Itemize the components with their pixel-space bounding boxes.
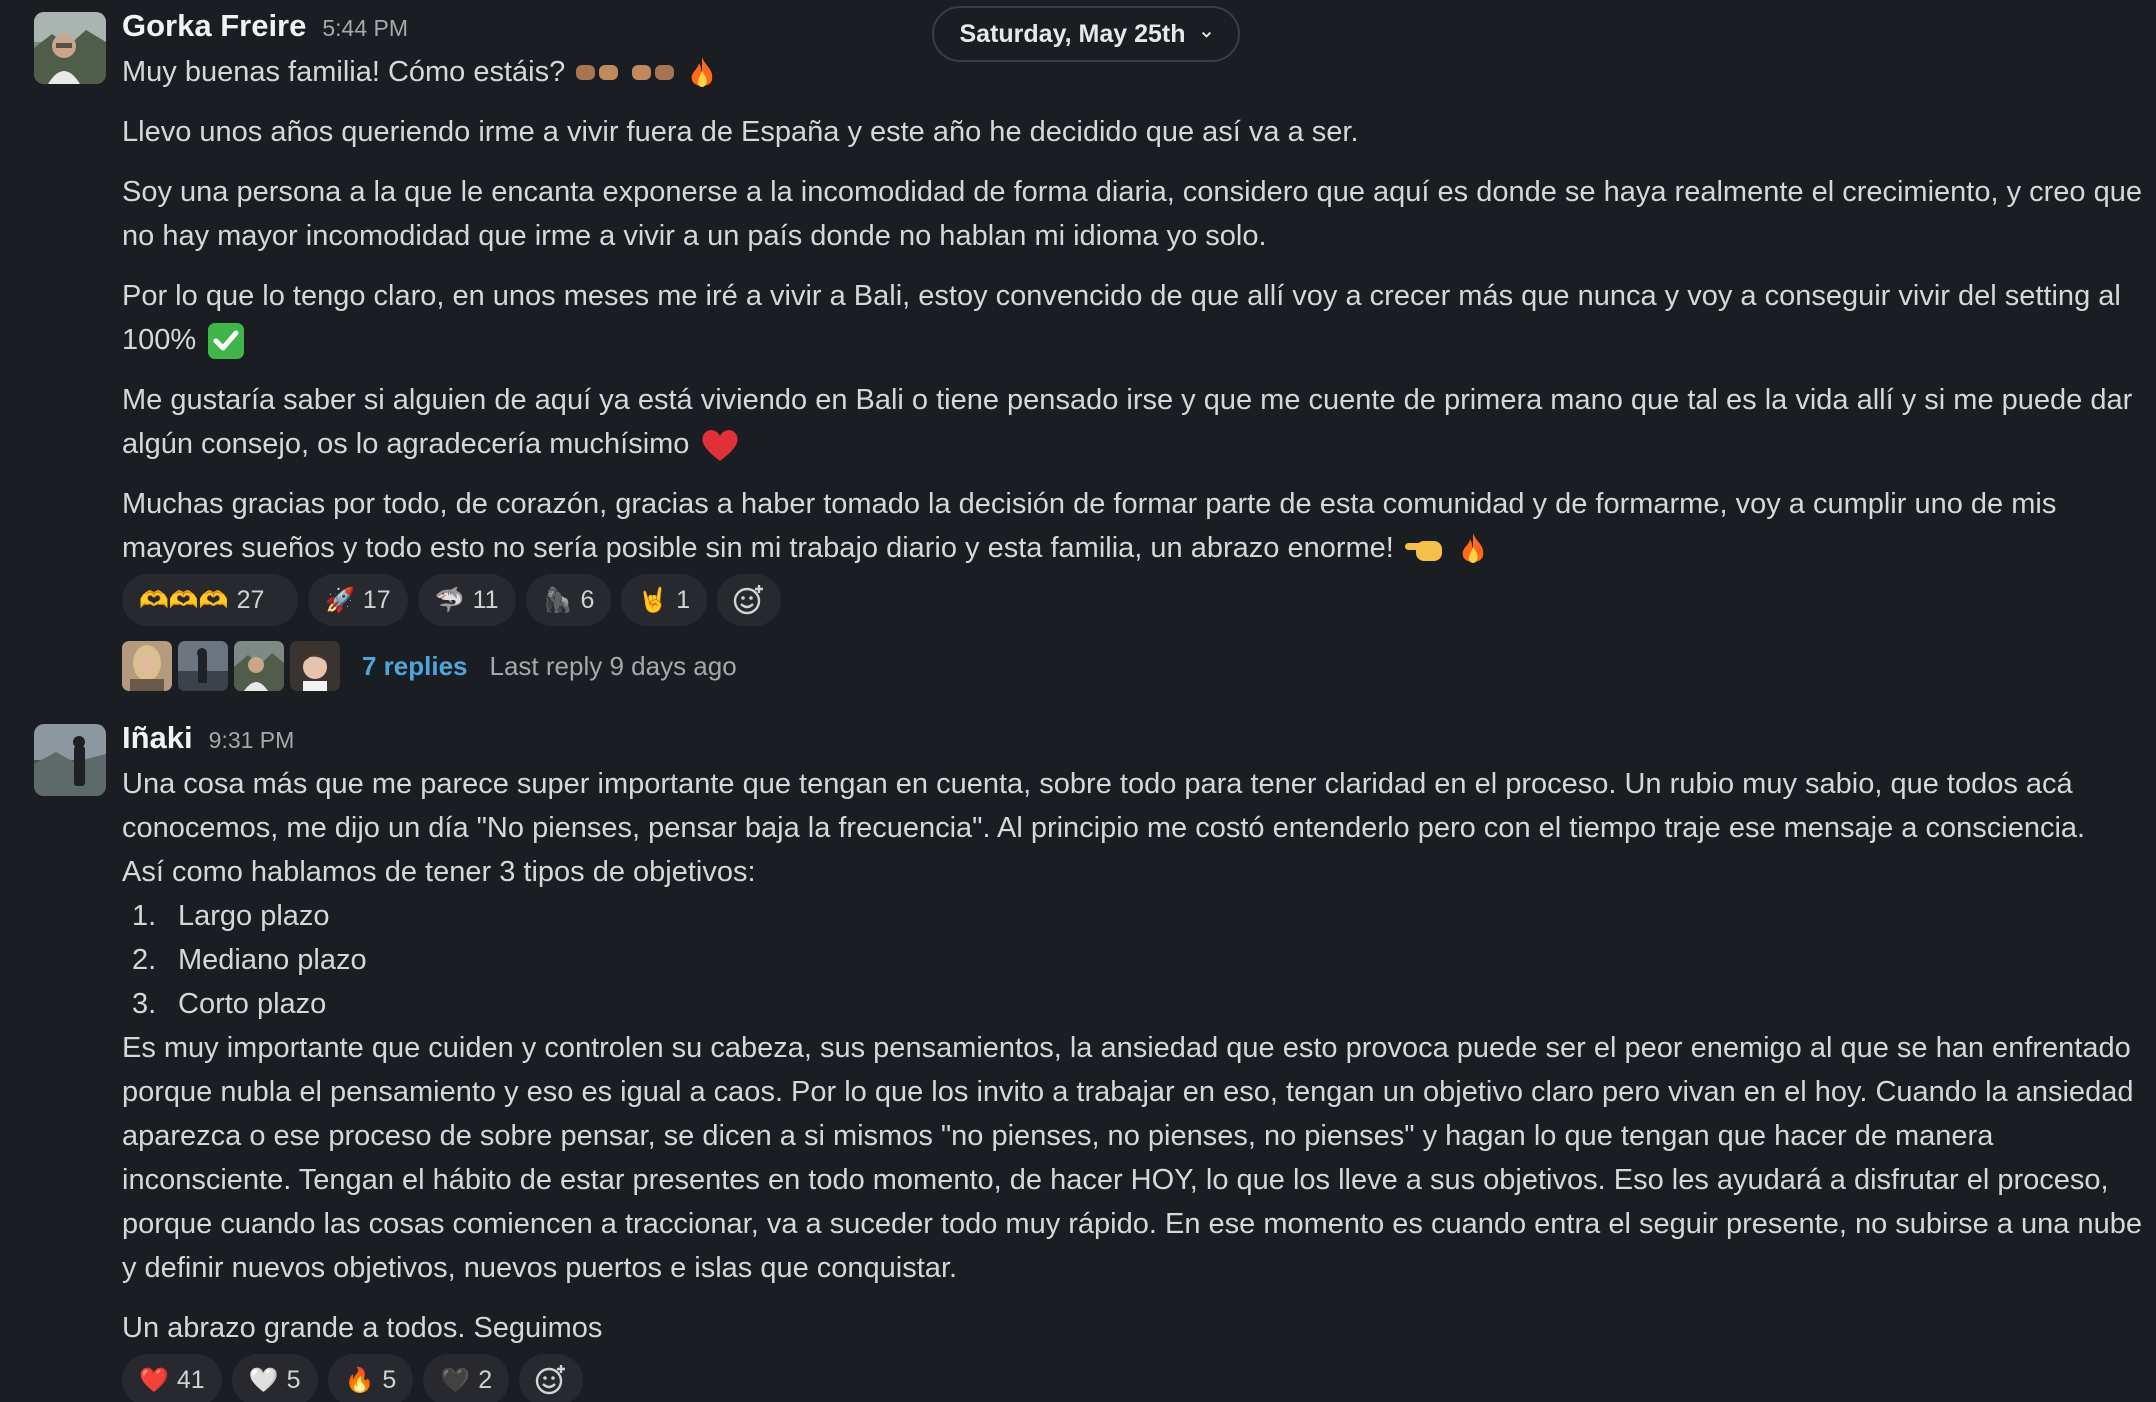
reaction-count: 1 xyxy=(676,585,691,614)
fire-icon xyxy=(687,55,717,91)
message-text: Un abrazo grande a todos. Seguimos xyxy=(122,1312,603,1344)
fist-bump-icon xyxy=(575,59,619,87)
black-heart-icon: 🖤 xyxy=(440,1366,471,1394)
message-text: Así como hablamos de tener 3 tipos de objetivos: xyxy=(122,856,756,888)
reaction-pill[interactable] xyxy=(308,574,408,626)
reaction-pill[interactable] xyxy=(328,1354,414,1402)
reaction-count: 27 xyxy=(236,585,265,614)
reaction-count: 17 xyxy=(362,585,391,614)
message-text: Soy una persona a la que le encanta exponerse a la incomodidad de forma diaria, considero que aquí es donde se haya realmente el crecimiento, y creo que no hay mayor incomodidad que irme a vivir a un país donde no hablan mi idioma yo solo. xyxy=(122,176,2143,252)
rocket-icon: 🚀 xyxy=(325,586,355,614)
message-text: Me gustaría saber si alguien de aquí ya está viviendo en Bali o tiene pensado irse y que me cuente de primera mano que tal es la vida allí y si me puede dar algún consejo, os lo agradecería muchísimo xyxy=(122,378,2142,466)
avatar xyxy=(290,641,340,691)
date-label: Saturday, May 25th xyxy=(959,19,1186,48)
reaction-bar xyxy=(122,574,781,626)
author-name[interactable]: Iñaki xyxy=(122,720,193,755)
rock-on-icon: 🤘 xyxy=(638,586,669,614)
white-heart-icon: 🤍 xyxy=(248,1366,279,1394)
message-text: Llevo unos años queriendo irme a vivir fuera de España y este año he decidido que así va a ser. xyxy=(122,116,1359,148)
reaction-count: 41 xyxy=(176,1365,205,1394)
fire-icon: 🔥 xyxy=(344,1366,375,1394)
check-mark-icon xyxy=(206,321,246,361)
list-item: 1. Largo plazo xyxy=(132,900,330,932)
shark-icon: 🦈 xyxy=(434,586,465,614)
add-emoji-icon xyxy=(732,583,766,617)
objectives-list xyxy=(122,894,2142,1026)
reaction-pill[interactable] xyxy=(232,1354,318,1402)
reaction-count: 6 xyxy=(580,585,595,614)
gorilla-icon: 🦍 xyxy=(542,586,573,614)
timestamp[interactable]: 5:44 PM xyxy=(322,15,409,41)
thread-summary[interactable] xyxy=(122,641,737,691)
avatar xyxy=(122,641,172,691)
reaction-count: 5 xyxy=(382,1365,397,1394)
message-text: Es muy importante que cuiden y controlen su cabeza, sus pensamientos, la ansiedad que esto provoca puede ser el peor enemigo al que se han enfrentado porque nubla el pensamiento y eso es igual a caos. Por lo que los invito a trabajar en eso, tengan un objetivo claro pero vivan en el hoy. Cuando la ansiedad aparezca o ese proceso de sobre pensar, se dicen a si mismos "no pienses, no pienses, no pienses" y hagan lo que tengan que hacer de manera inconsciente. Tengan el hábito de estar presentes en todo momento, de hacer HOY, lo que los lleve a sus objetivos. Eso les ayudará a disfrutar el proceso, porque cuando las cosas comiencen a traccionar, va a suceder todo muy rápido. En ese momento es cuando entra el seguir presente, no subirse a una nube y definir nuevos objetivos, nuevos puertos e islas que conquistar. xyxy=(122,1032,2142,1284)
reaction-pill[interactable] xyxy=(423,1354,509,1402)
author-name[interactable]: Gorka Freire xyxy=(122,8,307,43)
last-reply-time: Last reply 9 days ago xyxy=(489,650,737,681)
reaction-bar xyxy=(122,1354,583,1402)
reaction-count: 5 xyxy=(286,1365,301,1394)
avatar[interactable] xyxy=(34,724,106,796)
reaction-pill[interactable] xyxy=(418,574,516,626)
reaction-pill[interactable] xyxy=(122,1354,222,1402)
message-text: Una cosa más que me parece super importante que tengan en cuenta, sobre todo para tener claridad en el proceso. Un rubio muy sabio, que todos acá conocemos, me dijo un día "No pienses, pensar baja la frecuencia". Al principio me costó entenderlo pero con el tiempo traje ese mensaje a consciencia. xyxy=(122,768,2086,844)
reaction-pill[interactable] xyxy=(122,574,298,626)
avatar xyxy=(234,641,284,691)
reaction-pill[interactable] xyxy=(526,574,612,626)
list-item: 2. Mediano plazo xyxy=(132,944,367,976)
add-reaction-button[interactable] xyxy=(519,1354,583,1402)
message-text: Por lo que lo tengo claro, en unos meses me iré a vivir a Bali, estoy convencido de que allí voy a crecer más que nunca y voy a conseguir vivir del setting al 100% xyxy=(122,274,2142,362)
fist-bump-icon xyxy=(631,59,675,87)
message-text: Muchas gracias por todo, de corazón, gracias a haber tomado la decisión de formar parte de esta comunidad y de formarme, voy a cumplir uno de mis mayores sueños y todo esto no sería posible sin mi trabajo diario y esta familia, un abrazo enorme! xyxy=(122,482,2142,570)
fire-icon xyxy=(1458,531,1488,567)
heart-icon xyxy=(700,427,740,463)
reaction-pill[interactable] xyxy=(621,574,707,626)
avatar xyxy=(178,641,228,691)
avatar[interactable] xyxy=(34,12,106,84)
chevron-down-icon xyxy=(1200,28,1213,41)
pointing-hand-icon xyxy=(1404,531,1446,567)
add-reaction-button[interactable] xyxy=(717,574,781,626)
thread-replies-link[interactable]: 7 replies xyxy=(362,650,468,681)
heart-hands-icon: 🫶🫶🫶 xyxy=(139,586,229,614)
message-text: Muy buenas familia! Cómo estáis? xyxy=(122,50,2142,94)
heart-icon: ❤️ xyxy=(139,1366,169,1394)
timestamp[interactable]: 9:31 PM xyxy=(208,727,295,753)
reaction-count: 2 xyxy=(478,1365,493,1394)
reaction-count: 11 xyxy=(472,585,499,614)
add-emoji-icon xyxy=(534,1363,568,1397)
list-item: 3. Corto plazo xyxy=(132,988,327,1020)
